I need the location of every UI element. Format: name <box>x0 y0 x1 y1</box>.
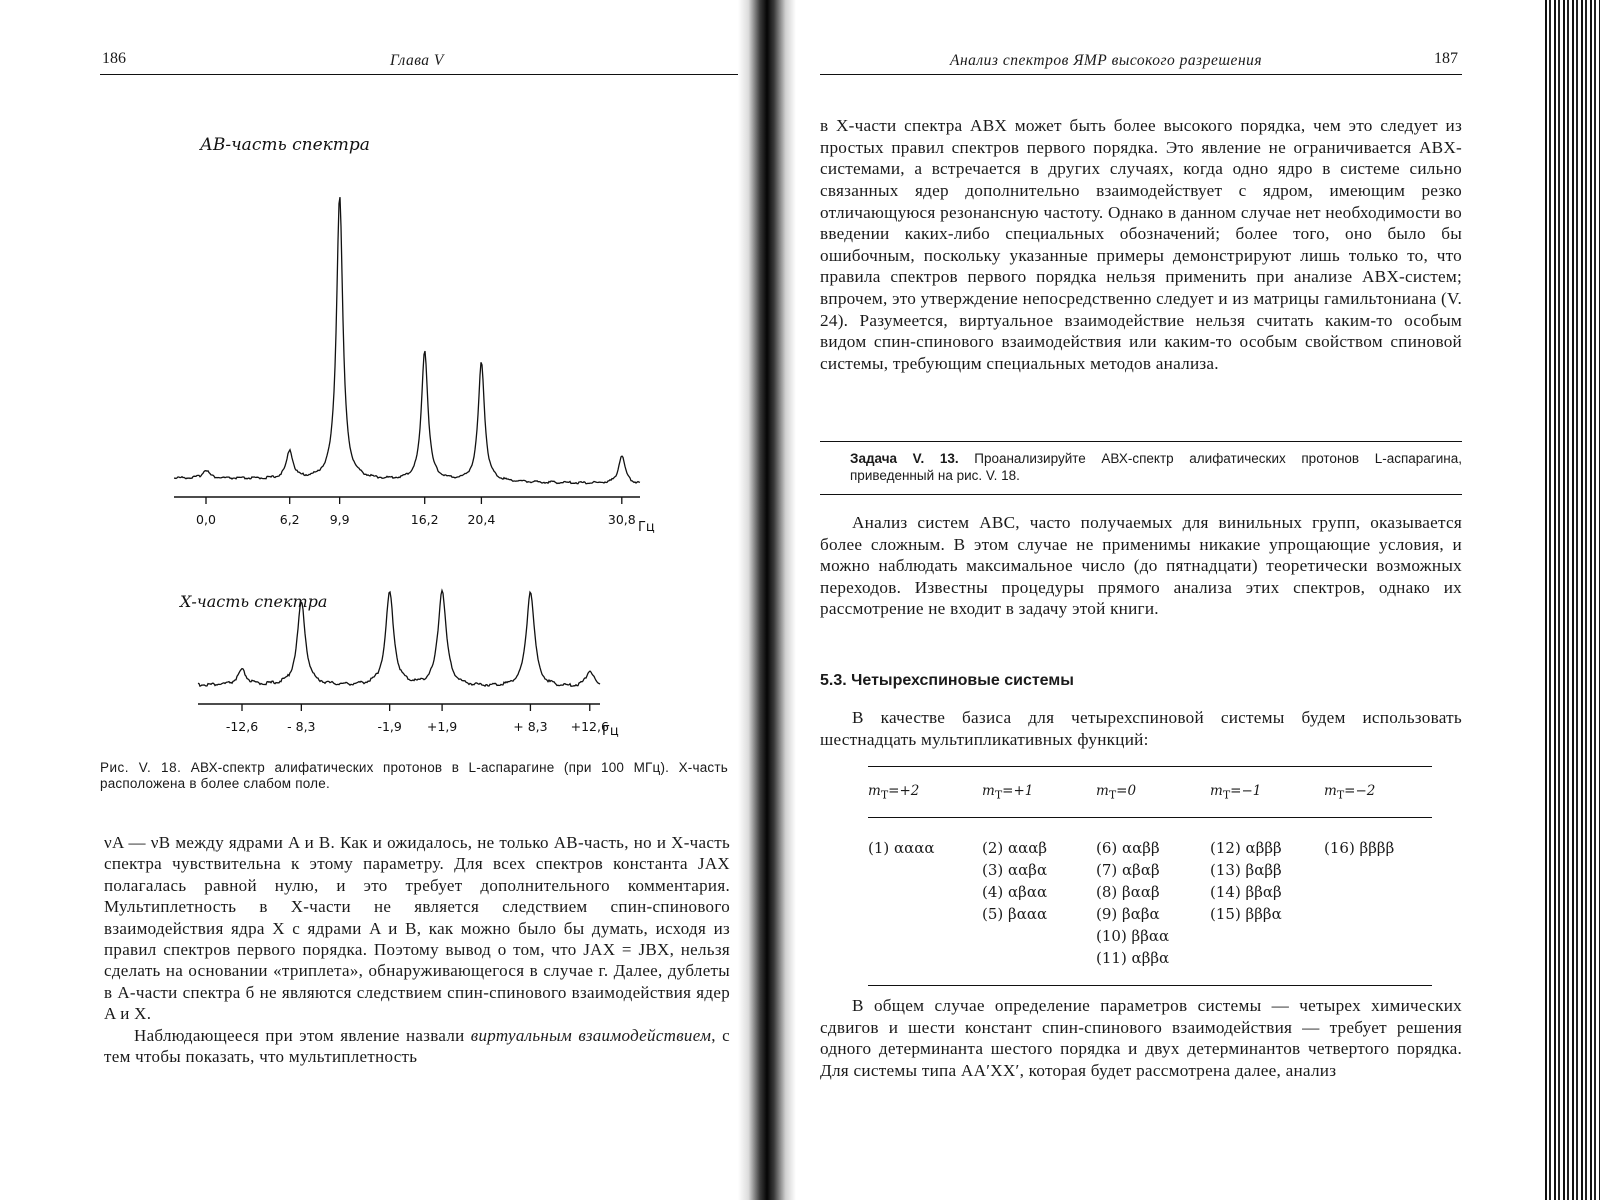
basis-function: (13) βαββ <box>1210 861 1282 879</box>
running-title: Глава V <box>390 52 444 69</box>
basis-function: (16) ββββ <box>1324 839 1395 857</box>
header-subscript: T <box>880 788 889 802</box>
paragraph: Анализ систем ABC, часто получаемых для винильных групп, оказывается более сложным. В этом случае не применимы никакие упрощающие условия, и можно наблюдать максимальное число (до пятнадцати) теоретически возможных переходов. Известны процедуры прямого анализа этих спектров, однако их рассмотрение не входит в задачу этой книги. <box>820 513 1462 619</box>
task-box <box>820 441 1462 495</box>
column-header <box>1210 783 1261 802</box>
ab-unit: Гц <box>638 520 655 535</box>
paragraph-part: , с тем чтобы показать, что мультиплетность <box>104 1025 730 1067</box>
page-edge-stack <box>1542 0 1600 1200</box>
tick-label: + 8,3 <box>513 719 548 734</box>
header-subscript: T <box>1336 788 1345 802</box>
basis-function: (9) βαβα <box>1096 905 1160 923</box>
basis-function: (4) αβαα <box>982 883 1048 901</box>
header-symbol: m <box>868 783 881 799</box>
basis-function: (7) αβαβ <box>1096 861 1160 879</box>
basis-function: (14) ββαβ <box>1210 883 1282 901</box>
tick-label: -1,9 <box>377 719 402 734</box>
header-value: =0 <box>1116 783 1137 799</box>
basis-function: (1) αααα <box>868 839 935 857</box>
header-symbol: m <box>1096 783 1109 799</box>
column-header <box>1324 783 1375 802</box>
task-label: Задача V. 13. <box>850 451 959 466</box>
paragraph-block <box>820 512 1462 620</box>
header-value: =+2 <box>888 783 920 799</box>
figure-caption <box>100 760 728 792</box>
paragraph: В качестве базиса для четырехспиновой системы будем использовать шестнадцать мультипликативных функций: <box>820 708 1462 749</box>
running-title: Анализ спектров ЯМР высокого разрешения <box>950 52 1263 69</box>
x-panel-label: Х-часть спектра <box>180 592 328 611</box>
basis-list <box>982 837 1047 925</box>
ab-panel-label: АВ-часть спектра <box>200 135 370 155</box>
tick-label: 9,9 <box>329 512 350 527</box>
basis-function: (6) ααββ <box>1096 839 1160 857</box>
tick-label: 0,0 <box>196 512 216 527</box>
header-symbol: m <box>1324 783 1337 799</box>
basis-function: (11) αββα <box>1096 949 1170 967</box>
header-subscript: T <box>994 788 1003 802</box>
basis-function: (2) αααβ <box>982 839 1048 857</box>
running-head-right <box>820 46 1462 75</box>
left-body-text <box>104 832 730 1067</box>
column-header <box>982 783 1033 802</box>
header-value: =+1 <box>1002 783 1034 799</box>
basis-list <box>868 837 935 859</box>
tick-label: -12,6 <box>225 719 259 734</box>
tick-label: 16,2 <box>410 512 439 527</box>
basis-list <box>1324 837 1394 859</box>
left-page <box>100 0 738 1200</box>
x-axis-ticks <box>226 704 609 734</box>
paragraph-block <box>820 707 1462 750</box>
ab-spectrum-trace <box>174 197 640 484</box>
basis-function: (10) ββαα <box>1096 927 1170 945</box>
figure-caption-text: АВХ-спектр алифатических протонов в L-аспарагине (при 100 МГц). Х-часть расположена в более слабом поле. <box>100 760 728 791</box>
italic-term: виртуальным взаимодействием <box>470 1025 712 1045</box>
header-subscript: T <box>1108 788 1117 802</box>
paragraph-block <box>820 995 1462 1081</box>
header-value: =−1 <box>1230 783 1262 799</box>
x-unit: Гц <box>602 724 619 739</box>
basis-function: (8) βααβ <box>1096 883 1160 901</box>
paragraph <box>104 1025 730 1068</box>
header-subscript: T <box>1222 788 1231 802</box>
basis-functions-table <box>868 766 1432 986</box>
basis-function: (15) βββα <box>1210 905 1282 923</box>
right-page <box>820 0 1462 1200</box>
table-header-rule <box>868 817 1432 818</box>
page-number: 187 <box>1434 50 1458 67</box>
basis-list <box>1096 837 1169 969</box>
column-header <box>868 783 919 802</box>
paragraph: В общем случае определение параметров системы — четырех химических сдвигов и шести констант спин-спинового взаимодействия — требует решения одного детерминанта шестого порядка и двух детерминантов четвертого порядка. Для системы типа AA′XX′, которая будет рассмотрена далее, анализ <box>820 996 1462 1080</box>
column-header <box>1096 783 1136 802</box>
section-heading: 5.3. Четырехспиновые системы <box>820 672 1074 689</box>
paragraph-part: Наблюдающееся при этом явление назвали <box>134 1025 471 1045</box>
basis-function: (3) ααβα <box>982 861 1048 879</box>
header-symbol: m <box>982 783 995 799</box>
paragraph: в X-части спектра ABX может быть более высокого порядка, чем это следует из простых правил спектров первого порядка. Это явление не ограничивается ABX-системами, а встречается в других случаях, когда одно ядро в системе сильно связанных ядер дополнительно взаимодействует с ядром, имеющим резко отличающуюся резонансную частоту. Однако в данном случае нет необходимости во введении каких-либо специальных обозначений; более того, оно было бы ошибочным, поскольку указанные примеры демонстрируют лишь только то, что правила спектров первого порядка нельзя применить при анализе ABX-систем; впрочем, это утверждение непосредственно следует и из матрицы гамильтониана (V. 24). Разумеется, виртуальное взаимодействие нельзя считать каким-то особым видом спин-спинового взаимодействия или каким-то особым свойством спиновой системы, требующим специальных методов анализа. <box>820 116 1462 373</box>
task-text: Проанализируйте АВХ-спектр алифатических протонов L-аспарагина, приведенный на рис. V. 18. <box>850 451 1462 483</box>
header-value: =−2 <box>1344 783 1376 799</box>
tick-label: 20,4 <box>467 512 496 527</box>
basis-function: (12) αβββ <box>1210 839 1282 857</box>
paragraph: νA — νB между ядрами A и B. Как и ожидалось, не только AB-часть, но и X-часть спектра чувствительна к этому параметру. Для всех спектров константа JAX полагалась равной нулю, и это требует дополнительного комментария. Мультиплетность в X-части не является следствием спин-спинового взаимодействия ядра X с ядрами A и B, как можно было бы думать, исходя из правил спектров первого порядка. Поэтому вывод о том, что JAX = JBX, нельзя сделать на основании «триплета», обнаруживающегося в случае г. Далее, дублеты в A-части спектра б не являются следствием спин-спинового взаимодействия ядер A и X. <box>104 833 730 1024</box>
page-number: 186 <box>102 50 126 67</box>
tick-label: - 8,3 <box>287 719 316 734</box>
spectrum-svg <box>170 95 750 760</box>
tick-label: +12,6 <box>570 719 609 734</box>
basis-list <box>1210 837 1282 925</box>
tick-label: 6,2 <box>279 512 300 527</box>
running-head-left <box>100 46 738 75</box>
figure-nmr-spectrum <box>170 95 750 760</box>
basis-function: (5) βααα <box>982 905 1048 923</box>
ab-axis-ticks <box>196 497 636 527</box>
tick-label: +1,9 <box>426 719 458 734</box>
figure-caption-label: Рис. V. 18. <box>100 760 182 775</box>
tick-label: 30,8 <box>607 512 636 527</box>
header-symbol: m <box>1210 783 1223 799</box>
